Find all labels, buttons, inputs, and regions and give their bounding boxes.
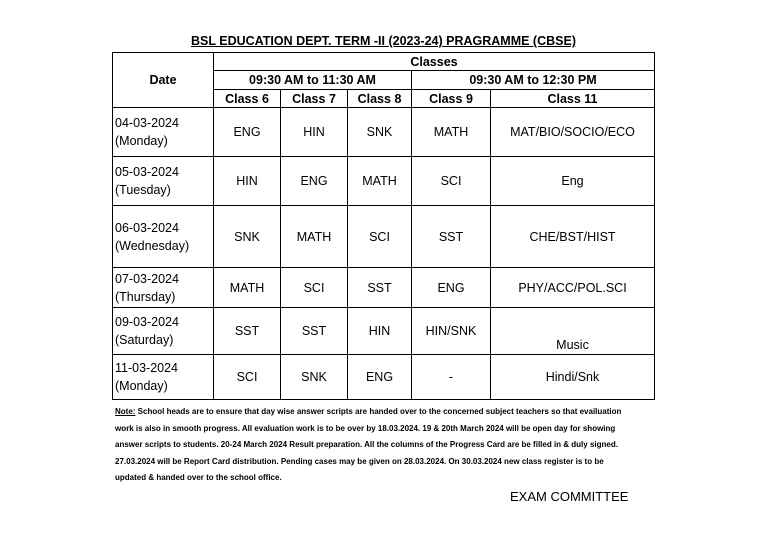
class-8-header: Class 8 [348,90,412,108]
subject-cell: SST [412,206,491,268]
schedule-table [112,52,655,400]
table-row [113,206,655,268]
subject-cell: SCI [214,355,281,400]
day-value: (Monday) [115,134,168,148]
subject-cell: HIN [214,157,281,206]
subject-cell: SST [281,308,348,355]
subject-cell: ENG [412,268,491,308]
date-cell [113,308,214,355]
subject-cell: MATH [348,157,412,206]
note-paragraph [115,404,635,487]
date-value: 11-03-2024 [115,361,179,375]
table-row [113,108,655,157]
date-value: 07-03-2024 [115,271,179,286]
date-value: 06-03-2024 [115,220,179,235]
date-cell [113,108,214,157]
table-row [113,268,655,308]
table-row [113,157,655,206]
subject-cell: ENG [348,355,412,400]
subject-cell: - [412,355,491,400]
table-row [113,308,655,355]
subject-cell: PHY/ACC/POL.SCI [491,268,655,308]
subject-cell: CHE/BST/HIST [491,206,655,268]
subject-cell: Hindi/Snk [491,355,655,400]
date-value: 09-03-2024 [115,315,179,329]
time-slot-2-header: 09:30 AM to 12:30 PM [412,71,655,90]
date-cell [113,206,214,268]
subject-cell: SCI [281,268,348,308]
table-row [113,355,655,400]
class-7-header: Class 7 [281,90,348,108]
class-11-header: Class 11 [491,90,655,108]
date-value: 04-03-2024 [115,116,179,130]
subject-cell: MATH [281,206,348,268]
note-label: Note: [115,407,136,416]
subject-cell: SCI [348,206,412,268]
subject-cell: Eng [491,157,655,206]
class-6-header: Class 6 [214,90,281,108]
note-text: School heads are to ensure that day wise answer scripts are handed over to the concerned subject teachers so that evailuation work is also in smooth progress. All evaluation work is to be over by 18.03.2024. 19 & 20th March 2024 will be open day for showing answer scripts to students. 20-24 March 2024 Result preparation. All the columns of the Progress Card are be filled in & duly signed. 27.03.2024 will be Report Card distribution. Pending cases may be given on 28.03.2024. On 30.03.2024 new class register is to be updated & handed over to the school office. [115,407,622,482]
time-slot-1-header: 09:30 AM to 11:30 AM [214,71,412,90]
subject-cell: SCI [412,157,491,206]
subject-cell: HIN/SNK [412,308,491,355]
subject-cell: SST [214,308,281,355]
exam-committee-signature: EXAM COMMITTEE [510,489,629,504]
subject-cell: MATH [412,108,491,157]
subject-cell: MATH [214,268,281,308]
class-9-header: Class 9 [412,90,491,108]
page-title: BSL EDUCATION DEPT. TERM -II (2023-24) PRAGRAMME (CBSE) [191,34,576,48]
subject-cell: HIN [281,108,348,157]
subject-cell: ENG [281,157,348,206]
day-value: (Tuesday) [115,183,171,197]
subject-cell: ENG [214,108,281,157]
date-cell [113,268,214,308]
subject-cell: SST [348,268,412,308]
day-value: (Monday) [115,379,168,393]
subject-cell: SNK [281,355,348,400]
date-cell [113,157,214,206]
subject-cell: SNK [214,206,281,268]
date-value: 05-03-2024 [115,165,179,179]
day-value: (Thursday) [115,289,176,304]
date-header: Date [113,53,214,108]
subject-cell: SNK [348,108,412,157]
day-value: (Wednesday) [115,238,190,253]
subject-cell: MAT/BIO/SOCIO/ECO [491,108,655,157]
day-value: (Saturday) [115,333,174,347]
classes-header: Classes [214,53,655,71]
subject-cell: HIN [348,308,412,355]
subject-cell: Music [491,308,655,355]
date-cell [113,355,214,400]
